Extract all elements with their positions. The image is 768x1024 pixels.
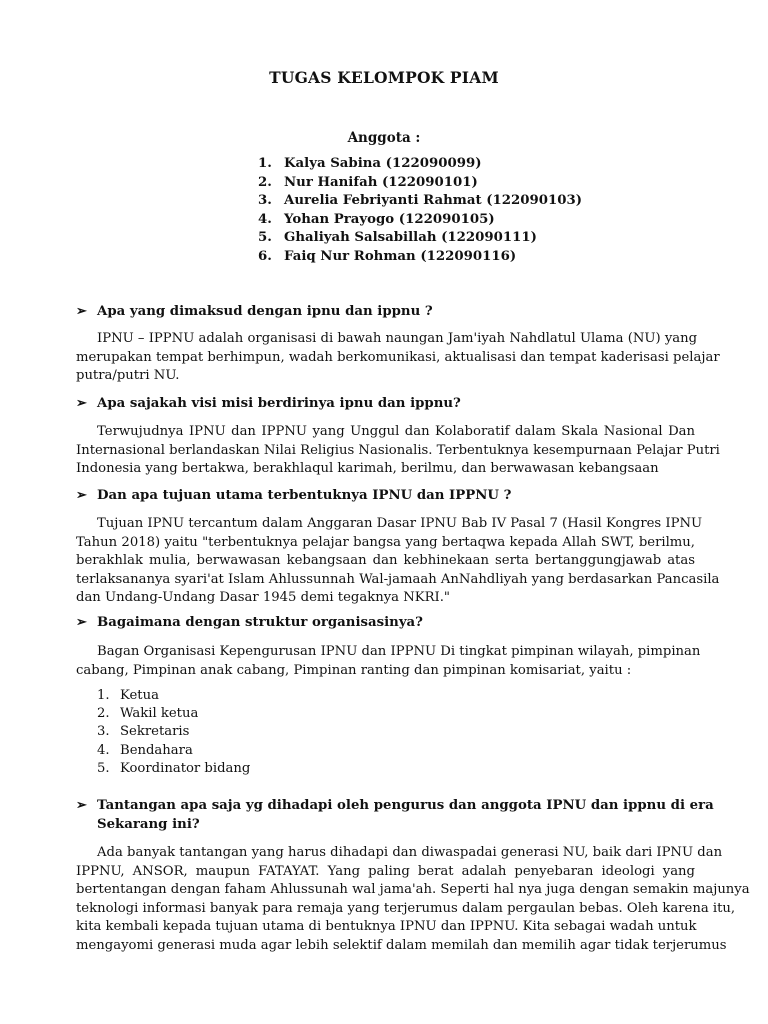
answer-line: Indonesia yang bertakwa, berakhlaqul karimah, berilmu, dan berwawasan kebangsaan [76,461,659,477]
members-list [258,156,582,268]
answer-line: IPPNU, ANSOR, maupun FATAYAT. Yang paling berat adalah penyebaran ideologi yang [76,863,695,879]
structure-item [97,688,250,706]
member-number: 2. [258,174,272,190]
answer-line: merupakan tempat berhimpun, wadah berkomunikasi, aktualisasi dan tempat kaderisasi pelajar [76,349,720,365]
arrow-bullet-icon: ➢ [76,304,87,319]
answer-line: Terwujudnya IPNU dan IPPNU yang Unggul dan Kolaboratif dalam Skala Nasional Dan [97,424,695,439]
structure-item [97,724,250,742]
question-text: Apa yang dimaksud dengan ipnu dan ippnu ? [97,304,433,319]
question-text: Tantangan apa saja yg dihadapi oleh pengurus dan anggota IPNU dan ippnu di era [97,798,714,813]
member-item [258,212,582,231]
answer-line: kita kembali kepada tujuan utama di bentuknya IPNU dan IPPNU. Kita sebagai wadah untuk [76,919,697,935]
answer-line: Ada banyak tantangan yang harus dihadapi dan diwaspadai generasi NU, baik dari IPNU dan [97,845,723,860]
answer-line: cabang, Pimpinan anak cabang, Pimpinan ranting dan pimpinan komisariat, yaitu : [76,662,632,678]
member-item [258,175,582,194]
structure-number: 3. [97,724,110,740]
structure-label: Koordinator bidang [120,760,251,776]
member-name: Yohan Prayogo (122090105) [284,211,495,227]
member-number: 6. [258,248,272,264]
structure-item [97,761,250,779]
answer-line: terlaksananya syari'at Islam Ahlussunnah Wal-jamaah AnNahdliyah yang berdasarkan Pancasila [76,571,720,587]
answer-line: Tujuan IPNU tercantum dalam Anggaran Dasar IPNU Bab IV Pasal 7 (Hasil Kongres IPNU [97,516,703,531]
question-3 [76,488,511,503]
question-4 [76,615,423,630]
structure-label: Wakil ketua [120,706,199,722]
member-name: Aurelia Febriyanti Rahmat (122090103) [284,193,583,209]
answer-line: dan Undang-Undang Dasar 1945 demi tegaknya NKRI." [76,590,450,606]
member-number: 1. [258,156,272,171]
answer-1 [76,330,720,386]
arrow-bullet-icon: ➢ [76,798,87,813]
answer-line: teknologi informasi banyak para remaja yang terjerumus dalam pergaulan bebas. Oleh karena itu, [76,900,736,916]
question-text: Bagaimana dengan struktur organisasinya? [97,615,423,630]
answer-5 [76,844,750,956]
answer-4 [76,643,701,680]
structure-label: Bendahara [120,742,193,758]
answer-line: mengayomi generasi muda agar lebih selektif dalam memilah dan memilih agar tidak terjerumus [76,937,727,953]
member-number: 5. [258,230,272,246]
question-1 [76,304,433,319]
arrow-bullet-icon: ➢ [76,488,87,503]
answer-line: IPNU – IPPNU adalah organisasi di bawah naungan Jam'iyah Nahdlatul Ulama (NU) yang [97,331,698,346]
member-item [258,230,582,249]
answer-line: Internasional berlandaskan Nilai Religius Nasionalis. Terbentuknya kesempurnaan Pelajar Putri [76,442,720,458]
member-number: 4. [258,211,272,227]
question-5-continued: Sekarang ini? [97,817,200,832]
member-name: Kalya Sabina (122090099) [284,156,482,171]
answer-line: putra/putri NU. [76,368,180,384]
question-2 [76,396,461,411]
question-text: Dan apa tujuan utama terbentuknya IPNU dan IPPNU ? [97,488,512,503]
answer-line: Tahun 2018) yaitu "terbentuknya pelajar bangsa yang bertaqwa kepada Allah SWT, berilmu, [76,534,695,550]
member-item [258,193,582,212]
answer-line: berakhlak mulia, berwawasan kebangsaan dan kebhinekaan serta bertanggungjawab atas [76,553,695,569]
structure-label: Sekretaris [120,724,190,740]
question-5 [76,798,714,813]
structure-item [97,706,250,724]
structure-number: 4. [97,742,110,758]
answer-line: bertentangan dengan faham Ahlussunah wal jama'ah. Seperti hal nya juga dengan semakin majunya [76,882,750,898]
structure-list [97,688,250,779]
structure-item [97,743,250,761]
answer-3 [76,515,720,608]
answer-line: Bagan Organisasi Kepengurusan IPNU dan IPPNU Di tingkat pimpinan wilayah, pimpinan [97,644,701,659]
member-name: Ghaliyah Salsabillah (122090111) [284,230,537,246]
structure-number: 5. [97,760,110,776]
structure-label: Ketua [120,688,159,703]
member-name: Nur Hanifah (122090101) [284,174,478,190]
answer-2 [76,423,720,479]
structure-number: 2. [97,706,110,722]
arrow-bullet-icon: ➢ [76,396,87,411]
question-text: Apa sajakah visi misi berdirinya ipnu dan ippnu? [97,396,461,411]
member-number: 3. [258,193,272,209]
member-item [258,249,582,268]
arrow-bullet-icon: ➢ [76,615,87,630]
document-title: TUGAS KELOMPOK PIAM [269,68,499,87]
member-name: Faiq Nur Rohman (122090116) [284,248,517,264]
member-item [258,156,582,175]
members-label: Anggota : [347,130,421,146]
structure-number: 1. [97,688,110,703]
